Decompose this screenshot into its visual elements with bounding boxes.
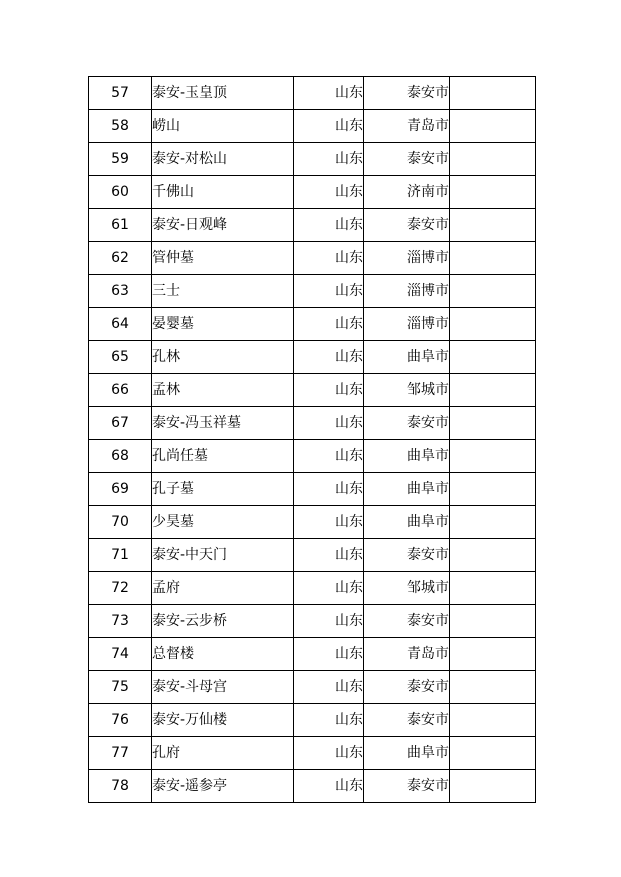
site-name-cell: 泰安-玉皇顶 bbox=[152, 77, 294, 110]
province-cell: 山东 bbox=[294, 473, 364, 506]
table-row bbox=[89, 539, 536, 572]
blank-cell bbox=[450, 242, 536, 275]
table-row bbox=[89, 341, 536, 374]
province-cell: 山东 bbox=[294, 143, 364, 176]
blank-cell bbox=[450, 143, 536, 176]
blank-cell bbox=[450, 209, 536, 242]
row-number-cell: 60 bbox=[89, 176, 152, 209]
province-cell: 山东 bbox=[294, 704, 364, 737]
site-name-cell: 孔府 bbox=[152, 737, 294, 770]
city-cell: 曲阜市 bbox=[364, 473, 450, 506]
table-row bbox=[89, 737, 536, 770]
row-number-cell: 59 bbox=[89, 143, 152, 176]
blank-cell bbox=[450, 374, 536, 407]
city-cell: 泰安市 bbox=[364, 143, 450, 176]
row-number-cell: 72 bbox=[89, 572, 152, 605]
table-row bbox=[89, 770, 536, 803]
site-name-cell: 晏婴墓 bbox=[152, 308, 294, 341]
city-cell: 泰安市 bbox=[364, 77, 450, 110]
city-cell: 曲阜市 bbox=[364, 506, 450, 539]
blank-cell bbox=[450, 704, 536, 737]
city-cell: 曲阜市 bbox=[364, 440, 450, 473]
table-row bbox=[89, 275, 536, 308]
site-name-cell: 孟府 bbox=[152, 572, 294, 605]
row-number-cell: 57 bbox=[89, 77, 152, 110]
city-cell: 青岛市 bbox=[364, 638, 450, 671]
city-cell: 曲阜市 bbox=[364, 737, 450, 770]
city-cell: 泰安市 bbox=[364, 671, 450, 704]
site-name-cell: 崂山 bbox=[152, 110, 294, 143]
blank-cell bbox=[450, 473, 536, 506]
table-row bbox=[89, 407, 536, 440]
site-name-cell: 泰安-遥参亭 bbox=[152, 770, 294, 803]
site-name-cell: 三士 bbox=[152, 275, 294, 308]
blank-cell bbox=[450, 605, 536, 638]
site-name-cell: 孔子墓 bbox=[152, 473, 294, 506]
blank-cell bbox=[450, 572, 536, 605]
blank-cell bbox=[450, 506, 536, 539]
table-row bbox=[89, 110, 536, 143]
city-cell: 邹城市 bbox=[364, 572, 450, 605]
city-cell: 淄博市 bbox=[364, 275, 450, 308]
site-name-cell: 泰安-日观峰 bbox=[152, 209, 294, 242]
province-cell: 山东 bbox=[294, 440, 364, 473]
city-cell: 淄博市 bbox=[364, 308, 450, 341]
table-row bbox=[89, 440, 536, 473]
row-number-cell: 64 bbox=[89, 308, 152, 341]
province-cell: 山东 bbox=[294, 671, 364, 704]
site-name-cell: 泰安-中天门 bbox=[152, 539, 294, 572]
province-cell: 山东 bbox=[294, 572, 364, 605]
site-name-cell: 泰安-斗母宫 bbox=[152, 671, 294, 704]
row-number-cell: 66 bbox=[89, 374, 152, 407]
province-cell: 山东 bbox=[294, 737, 364, 770]
blank-cell bbox=[450, 275, 536, 308]
blank-cell bbox=[450, 638, 536, 671]
row-number-cell: 75 bbox=[89, 671, 152, 704]
site-name-cell: 少昊墓 bbox=[152, 506, 294, 539]
blank-cell bbox=[450, 407, 536, 440]
table-body bbox=[89, 77, 536, 803]
province-cell: 山东 bbox=[294, 308, 364, 341]
city-cell: 淄博市 bbox=[364, 242, 450, 275]
site-name-cell: 孔林 bbox=[152, 341, 294, 374]
row-number-cell: 63 bbox=[89, 275, 152, 308]
scenic-site-table bbox=[88, 76, 536, 803]
province-cell: 山东 bbox=[294, 605, 364, 638]
blank-cell bbox=[450, 539, 536, 572]
blank-cell bbox=[450, 110, 536, 143]
blank-cell bbox=[450, 308, 536, 341]
table-row bbox=[89, 143, 536, 176]
blank-cell bbox=[450, 77, 536, 110]
blank-cell bbox=[450, 770, 536, 803]
city-cell: 曲阜市 bbox=[364, 341, 450, 374]
row-number-cell: 78 bbox=[89, 770, 152, 803]
site-name-cell: 泰安-冯玉祥墓 bbox=[152, 407, 294, 440]
province-cell: 山东 bbox=[294, 506, 364, 539]
row-number-cell: 70 bbox=[89, 506, 152, 539]
row-number-cell: 69 bbox=[89, 473, 152, 506]
province-cell: 山东 bbox=[294, 209, 364, 242]
province-cell: 山东 bbox=[294, 407, 364, 440]
row-number-cell: 73 bbox=[89, 605, 152, 638]
blank-cell bbox=[450, 341, 536, 374]
site-name-cell: 管仲墓 bbox=[152, 242, 294, 275]
document-page bbox=[88, 76, 535, 803]
table-row bbox=[89, 242, 536, 275]
province-cell: 山东 bbox=[294, 275, 364, 308]
row-number-cell: 74 bbox=[89, 638, 152, 671]
table-row bbox=[89, 374, 536, 407]
site-name-cell: 孟林 bbox=[152, 374, 294, 407]
table-row bbox=[89, 506, 536, 539]
city-cell: 泰安市 bbox=[364, 704, 450, 737]
province-cell: 山东 bbox=[294, 770, 364, 803]
province-cell: 山东 bbox=[294, 638, 364, 671]
blank-cell bbox=[450, 671, 536, 704]
province-cell: 山东 bbox=[294, 242, 364, 275]
site-name-cell: 千佛山 bbox=[152, 176, 294, 209]
row-number-cell: 58 bbox=[89, 110, 152, 143]
city-cell: 泰安市 bbox=[364, 605, 450, 638]
province-cell: 山东 bbox=[294, 110, 364, 143]
table-row bbox=[89, 308, 536, 341]
province-cell: 山东 bbox=[294, 176, 364, 209]
province-cell: 山东 bbox=[294, 374, 364, 407]
table-row bbox=[89, 638, 536, 671]
city-cell: 泰安市 bbox=[364, 770, 450, 803]
table-row bbox=[89, 473, 536, 506]
table-row bbox=[89, 77, 536, 110]
row-number-cell: 76 bbox=[89, 704, 152, 737]
table-row bbox=[89, 671, 536, 704]
province-cell: 山东 bbox=[294, 77, 364, 110]
blank-cell bbox=[450, 440, 536, 473]
site-name-cell: 泰安-云步桥 bbox=[152, 605, 294, 638]
city-cell: 青岛市 bbox=[364, 110, 450, 143]
province-cell: 山东 bbox=[294, 341, 364, 374]
table-row bbox=[89, 704, 536, 737]
table-row bbox=[89, 572, 536, 605]
table-row bbox=[89, 176, 536, 209]
city-cell: 邹城市 bbox=[364, 374, 450, 407]
table-row bbox=[89, 605, 536, 638]
site-name-cell: 总督楼 bbox=[152, 638, 294, 671]
city-cell: 泰安市 bbox=[364, 407, 450, 440]
province-cell: 山东 bbox=[294, 539, 364, 572]
city-cell: 济南市 bbox=[364, 176, 450, 209]
row-number-cell: 67 bbox=[89, 407, 152, 440]
table-row bbox=[89, 209, 536, 242]
blank-cell bbox=[450, 737, 536, 770]
row-number-cell: 65 bbox=[89, 341, 152, 374]
city-cell: 泰安市 bbox=[364, 539, 450, 572]
row-number-cell: 71 bbox=[89, 539, 152, 572]
site-name-cell: 泰安-对松山 bbox=[152, 143, 294, 176]
row-number-cell: 62 bbox=[89, 242, 152, 275]
row-number-cell: 61 bbox=[89, 209, 152, 242]
row-number-cell: 68 bbox=[89, 440, 152, 473]
city-cell: 泰安市 bbox=[364, 209, 450, 242]
site-name-cell: 泰安-万仙楼 bbox=[152, 704, 294, 737]
blank-cell bbox=[450, 176, 536, 209]
row-number-cell: 77 bbox=[89, 737, 152, 770]
site-name-cell: 孔尚任墓 bbox=[152, 440, 294, 473]
